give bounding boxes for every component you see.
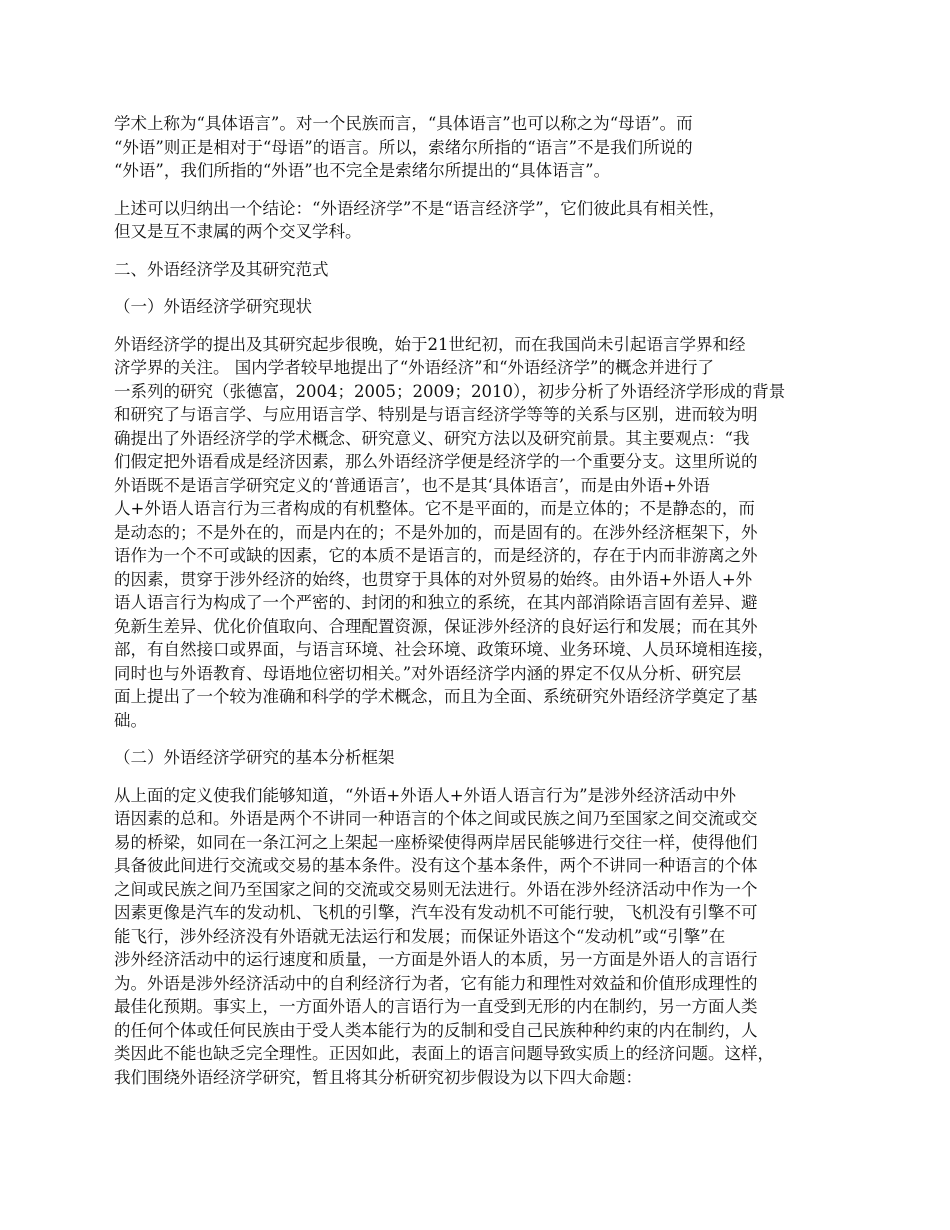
- section-heading: 二、外语经济学及其研究范式: [114, 259, 329, 279]
- paragraph-concrete-language: 学术上称为“具体语言”。对一个民族而言，“具体语言”也可以称之为“母语”。而 “外语”则正是相对于“母语”的语言。所以，索绪尔所指的“语言”不是我们所说的 “外语”，我们所指的“外语”也不完全是索绪尔所提出的“具体语言”。: [114, 114, 693, 180]
- paragraph-conclusion: 上述可以归纳出一个结论：“外语经济学”不是“语言经济学”，它们彼此具有相关性， 但又是互不隶属的两个交叉学科。: [114, 198, 726, 241]
- paragraph-framework: 从上面的定义使我们能够知道，“外语+外语人+外语人语言行为”是涉外经济活动中外 语因素的总和。外语是两个不讲同一种语言的个体之间或民族之间乃至国家之间交流或交 易的桥梁，如同在一条江河之上架起一座桥梁使得两岸居民能够进行交往一样，使得他们 具备彼此间进行交流或交易的基本条件。没有这个基本条件，两个不讲同一种语言的个体 之间或民族之间乃至国家之间的交流或交易则无法进行。外语在涉外经济活动中作为一个 因素更像是汽车的发动机、飞机的引擎，汽车没有发动机不可能行驶，飞机没有引擎不可 能飞行，涉外经济没有外语就无法运行和发展；而保证外语这个“发动机”或“引擎”在 涉外经济活动中的运行速度和质量，一方面是外语人的本质，另一方面是外语人的言语行 为。外语是涉外经济活动中的自利经济行为者，它有能力和理性对效益和价值形成理性的 最佳化预期。事实上，一方面外语人的言语行为一直受到无形的内在制约，另一方面人类 的任何个体或任何民族由于受人类本能行为的反制和受自己民族种种约束的内在制约，人 类因此不能也缺乏完全理性。正因如此，表面上的语言问题导致实质上的经济问题。这样， 我们围绕外语经济学研究，暂且将其分析研究初步假设为以下四大命题：: [114, 785, 774, 1087]
- document-page: [114, 112, 854, 1103]
- subsection-heading-status: （一）外语经济学研究现状: [114, 297, 312, 316]
- subsection-heading-framework: （二）外语经济学研究的基本分析框架: [114, 748, 395, 767]
- paragraph-research-status: 外语经济学的提出及其研究起步很晚，始于21世纪初，而在我国尚未引起语言学界和经 济学界的关注。 国内学者较早地提出了“外语经济”和“外语经济学”的概念并进行了 一系列的研究（张德富，2004；2005；2009；2010），初步分析了外语经济学形成的背景 和研究了与语言学、与应用语言学、特别是与语言经济学等等的关系与区别，进而较为明 确提出了外语经济学的学术概念、研究意义、研究方法以及研究前景。其主要观点：“我 们假定把外语看成是经济因素，那么外语经济学便是经济学的一个重要分支。这里所说的 外语既不是语言学研究定义的‘普通语言’，也不是其‘具体语言’，而是由外语+外语 人+外语人语言行为三者构成的有机整体。它不是平面的，而是立体的；不是静态的，而 是动态的；不是外在的，而是内在的；不是外加的，而是固有的。在涉外经济框架下，外 语作为一个不可或缺的因素，它的本质不是语言的，而是经济的，存在于内而非游离之外 的因素，贯穿于涉外经济的始终，也贯穿于具体的对外贸易的始终。由外语+外语人+外 语人语言行为构成了一个严密的、封闭的和独立的系统，在其内部消除语言固有差异、避 免新生差异、优化价值取向、合理配置资源，保证涉外经济的良好运行和发展；而在其外 部，有自然接口或界面，与语言环境、社会环境、政策环境、业务环境、人员环境相连接， 同时也与外语教育、母语地位密切相关。”对外语经济学内涵的界定不仅从分析、研究层 面上提出了一个较为准确和科学的学术概念，而且为全面、系统研究外语经济学奠定了基 础。: [114, 334, 786, 730]
